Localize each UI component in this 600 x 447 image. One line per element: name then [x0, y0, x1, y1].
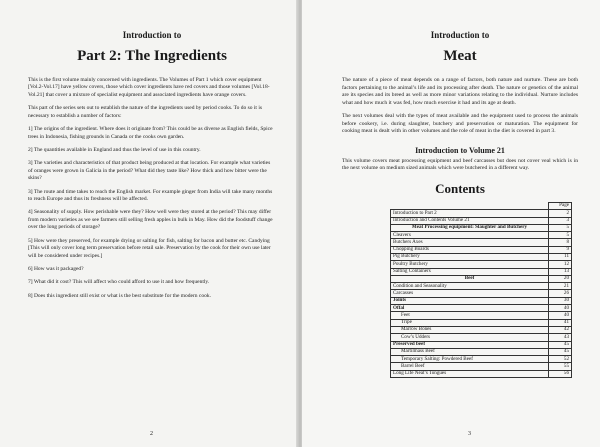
contents-row	[391, 246, 572, 253]
contents-entry-page: 13	[549, 268, 572, 275]
contents-row	[391, 224, 572, 231]
contents-row	[391, 370, 572, 377]
left-page-number: 2	[150, 431, 153, 437]
contents-row	[391, 356, 572, 363]
contents-header-row	[391, 202, 572, 209]
left-paragraph: 3] The varieties and characteristics of that product being produced at that location. For example what varieties of oranges were grown in Galicia in the period? What did they taste like? How thick and how bitter were the skins?	[28, 160, 271, 182]
contents-entry-label: Feet	[391, 312, 549, 319]
contents-entry-page: 5	[549, 232, 572, 239]
contents-entry-page: 12	[549, 261, 572, 268]
contents-entry-label: Chopping Boards	[391, 246, 549, 253]
contents-entry-page: 52	[549, 356, 572, 363]
contents-entry-label: Joints	[391, 297, 549, 304]
left-intro-label: Introduction to	[122, 30, 182, 40]
contents-row	[391, 217, 572, 224]
contents-entry-label: Pig Butchery	[391, 254, 549, 261]
contents-row	[391, 232, 572, 239]
contents-row	[391, 290, 572, 297]
right-page-title: Meat	[443, 48, 477, 64]
contents-entry-page: 5	[549, 224, 572, 231]
contents-entry-label: Martilmass Beef	[391, 348, 549, 355]
left-paragraph: 2] The quantities available in England and thus the level of use in this country.	[28, 146, 201, 153]
contents-entry-label: Marrow Bones	[391, 326, 549, 333]
contents-row	[391, 275, 572, 282]
contents-row	[391, 254, 572, 261]
contents-entry-page: 21	[549, 283, 572, 290]
contents-entry-page: 30	[549, 297, 572, 304]
right-page	[302, 0, 600, 447]
contents-row	[391, 312, 572, 319]
contents-row	[391, 261, 572, 268]
left-paragraph: 1] The origins of the ingredient. Where does it originate from? This could be as diverse as English fields, Spice trees in Indonesia, fishing grounds in Canada or the cooks own garden.	[28, 126, 273, 140]
contents-entry-label: Tripe	[391, 319, 549, 326]
contents-row	[391, 268, 572, 275]
contents-entry-label: Temporary Salting: Powdered Beef	[391, 356, 549, 363]
contents-entry-page: 45	[549, 341, 572, 348]
contents-entry-page: 2	[549, 210, 572, 217]
left-body	[28, 77, 276, 300]
contents-entry-label: Preserved beef	[391, 341, 549, 348]
contents-entry-page: 43	[549, 334, 572, 341]
contents-entry-page: 42	[549, 326, 572, 333]
contents-entry-label: Carcasses	[391, 290, 549, 297]
contents-entry-page: 40	[549, 312, 572, 319]
right-paragraph: The next volumes deal with the types of meat available and the equipment used to process the animals before cookery, i.e. during slaughter, butchery and preservation or maturation. The equipment for cooking meat is dealt with in other volumes and the role of meat in the diet is covered in part 3.	[342, 113, 578, 135]
contents-entry-label: Poultry Butchery	[391, 261, 549, 268]
contents-entry-label: Beef	[391, 275, 549, 282]
contents-row	[391, 334, 572, 341]
contents-row	[391, 319, 572, 326]
contents-entry-page: 3	[549, 217, 572, 224]
contents-title: Contents	[435, 180, 485, 196]
contents-row	[391, 283, 572, 290]
contents-entry-label: Introduction to Part 2	[391, 210, 549, 217]
contents-entry-page: 45	[549, 348, 572, 355]
left-paragraph: 8] Does this ingredient still exist or what is the best substitute for the modern cook.	[28, 292, 211, 299]
left-paragraph: 5] How were they preserved, for example drying or salting for fish, salting for bacon and butter etc. Candying [This will only cover long term preservation before retail sale. Preservation by the cook for their own use later will be considered under recipes.]	[28, 237, 271, 259]
contents-entry-label: Long Life Neat’s Tongues	[391, 370, 549, 377]
contents-entry-page: 56	[549, 370, 572, 377]
volume-heading: Introduction to Volume 21	[415, 145, 505, 155]
contents-entry-label: Barrel Beef	[391, 363, 549, 370]
contents-entry-page: 20	[549, 275, 572, 282]
contents-table	[390, 202, 572, 378]
contents-row	[391, 239, 572, 246]
contents-row	[391, 326, 572, 333]
page-column-header: Page	[549, 202, 572, 209]
contents-entry-label: Cleavers	[391, 232, 549, 239]
contents-row	[391, 210, 572, 217]
contents-entry-page: 9	[549, 246, 572, 253]
right-intro-label: Introduction to	[430, 30, 490, 40]
contents-row	[391, 297, 572, 304]
contents-entry-label: Cow’s Udders	[391, 334, 549, 341]
contents-entry-page: 26	[549, 290, 572, 297]
contents-entry-label: Salting Containers	[391, 268, 549, 275]
left-paragraph: 3] The route and time takes to reach the English market. For example ginger from India will take many months to reach Europe and thus its freshness will be affected.	[28, 188, 273, 203]
contents-entry-label: Condition and Seasonality	[391, 283, 549, 290]
left-page-title: Part 2: The Ingredients	[77, 48, 227, 64]
contents-entry-label: Butchers Axes	[391, 239, 549, 246]
left-paragraph: 4] Seasonality of supply. How perishable were they? How well were they stored at the period? This may differ from modern varieties as we see farmers still selling fresh apples in bulk in May. How did the foodstuff change over the long periods of storage?	[28, 209, 273, 231]
contents-entry-page: 11	[549, 254, 572, 261]
contents-entry-page: 41	[549, 319, 572, 326]
contents-row	[391, 348, 572, 355]
left-paragraph: 6] How was it packaged?	[28, 266, 84, 273]
contents-row	[391, 305, 572, 312]
contents-entry-label: Introduction and Contents Volume 21	[391, 217, 549, 224]
contents-entry-page: 8	[549, 239, 572, 246]
contents-entry-label: Meat Processing equipment: Slaughter and Butchery	[391, 224, 549, 231]
right-paragraph: The nature of a piece of meat depends on a range of factors, both nature and nurture. These are both factors pertaining to the animal’s life and its processing after death. The nature or genetics of the animal are its species and its breed as well as more minor variations relating to the individual. Nurture includes what and how much it was fed, how much exercise it had and its age at death.	[342, 77, 578, 106]
volume-paragraph: This volume covers meat processing equipment and beef carcasses but does not cover veal which is in the next volume on medium sized animals which were butchered in a different way.	[342, 157, 578, 172]
left-paragraph: This is the first volume mainly concerned with ingredients. The Volumes of Part 1 which cover equipment [Vol.2-Vol.17] have yellow covers, those which cover ingredients have red covers and those volumes [Vol.18-Vol.21] that cover a mixture of specialist equipment and associated ingredients have orange covers.	[28, 77, 270, 98]
left-page	[0, 0, 298, 447]
left-paragraph: This part of the series sets out to establish the nature of the ingredients used by period cooks. To do so it is necessary to establish a number of factors:	[28, 105, 262, 119]
left-paragraph: 7] What did it cost? This will affect who could afford to use it and how frequently.	[28, 279, 210, 286]
contents-entry-label: Offal	[391, 305, 549, 312]
contents-entry-page: 40	[549, 305, 572, 312]
right-page-number: 3	[468, 431, 471, 437]
contents-entry-page: 55	[549, 363, 572, 370]
